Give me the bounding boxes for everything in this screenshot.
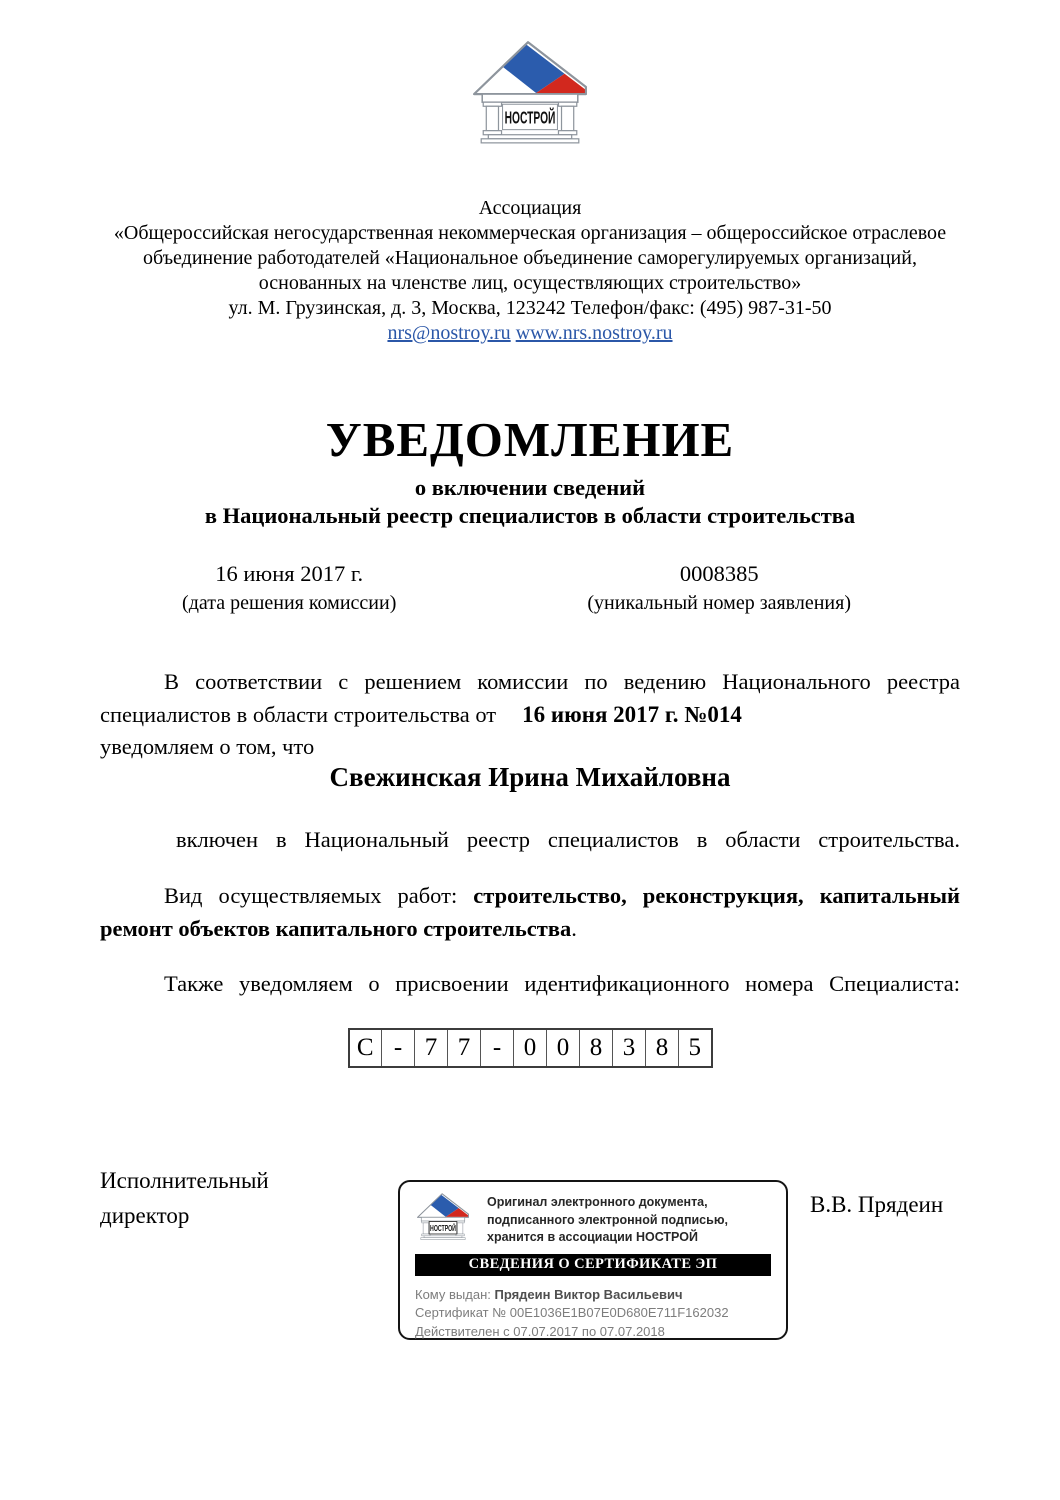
website-link[interactable]: www.nrs.nostroy.ru xyxy=(515,322,673,344)
logo-wordmark: НОСТРОЙ xyxy=(504,107,556,128)
intro-line3: уведомляем о том, что xyxy=(100,734,315,759)
stamp-certificate-number: Сертификат № 00E1036E1B07E0D680E711F162032 xyxy=(415,1305,729,1320)
signer-position: Исполнительный директор xyxy=(100,1168,269,1228)
stamp-validity: Действителен с 07.07.2017 по 07.07.2018 xyxy=(415,1323,665,1339)
work-types-line2: ремонт объектов капитального строительства. xyxy=(100,915,577,941)
org-type: Ассоциация xyxy=(478,197,582,219)
intro-line2: специалистов в области строительства от 16 июня 2017 г. №014 xyxy=(100,701,742,727)
id-cell: 7 xyxy=(448,1029,481,1067)
id-cell: 0 xyxy=(547,1029,580,1067)
org-name-line3: основанных на членстве лиц, осуществляющих строительство» xyxy=(258,272,802,294)
application-number: 0008385 xyxy=(679,561,759,586)
document-subtitle-1: о включении сведений xyxy=(414,475,646,500)
id-cell: 5 xyxy=(679,1029,712,1067)
id-cell: 7 xyxy=(415,1029,448,1067)
id-cell: 3 xyxy=(613,1029,646,1067)
stamp-certificate-header: СВЕДЕНИЯ О СЕРТИФИКАТЕ ЭП xyxy=(415,1254,771,1276)
work-types-label: Вид осуществляемых работ: xyxy=(164,883,474,908)
org-header xyxy=(0,196,1060,346)
stamp-issued-to-name: Прядеин Виктор Васильевич xyxy=(494,1286,683,1302)
document-title: УВЕДОМЛЕНИЕ xyxy=(325,412,735,467)
specialist-name: Свежинская Ирина Михайловна xyxy=(329,762,731,792)
title-block xyxy=(0,412,1060,530)
id-cell: 8 xyxy=(646,1029,679,1067)
work-types-line1: Вид осуществляемых работ: строительство, реконструкция, капитальный xyxy=(164,883,960,908)
decision-date: 16 июня 2017 г. xyxy=(215,561,364,586)
work-types-paragraph xyxy=(100,880,960,945)
nostroy-logo-icon xyxy=(469,36,591,144)
esignature-stamp xyxy=(398,1180,788,1340)
org-address: ул. М. Грузинская, д. 3, Москва, 123242 Телефон/факс: (495) 987-31-50 xyxy=(228,297,832,319)
intro-paragraph xyxy=(100,666,960,764)
id-cell: - xyxy=(481,1029,514,1067)
decision-date-number: 16 июня 2017 г. №014 xyxy=(522,701,742,727)
org-links xyxy=(387,321,672,346)
nostroy-logo-icon-small xyxy=(415,1191,471,1240)
specialist-id-wrap xyxy=(0,1028,1060,1071)
included-line: включен в Национальный реестр специалистов в области строительства. xyxy=(176,827,960,852)
stamp-certificate-info xyxy=(415,1286,771,1342)
stamp-top xyxy=(415,1191,771,1247)
email-link[interactable]: nrs@nostroy.ru xyxy=(387,322,511,344)
id-cell: С xyxy=(349,1029,382,1067)
decision-date-block xyxy=(100,560,478,616)
decision-date-caption: (дата решения комиссии) xyxy=(182,592,397,614)
application-number-block xyxy=(478,560,960,616)
meta-row xyxy=(100,560,960,616)
id-cell: 0 xyxy=(514,1029,547,1067)
id-assignment-line: Также уведомляем о присвоении идентификационного номера Специалиста: xyxy=(164,971,960,996)
nostroy-logo xyxy=(469,36,591,144)
specialist-id-row xyxy=(349,1029,712,1067)
specialist-id-table xyxy=(348,1028,713,1068)
org-name-line2: объединение работодателей «Национальное объединение саморегулируемых организаций, xyxy=(143,247,917,269)
id-cell: - xyxy=(382,1029,415,1067)
document-subtitle-2: в Национальный реестр специалистов в области строительства xyxy=(204,503,856,528)
id-cell: 8 xyxy=(580,1029,613,1067)
application-number-caption: (уникальный номер заявления) xyxy=(587,592,851,614)
intro-line1: В соответствии с решением комиссии по ведению Национального реестра xyxy=(164,669,960,694)
signer-name: В.В. Прядеин xyxy=(810,1192,944,1217)
stamp-logo-wordmark: НОСТРОЙ xyxy=(430,1223,456,1234)
org-name-line1: «Общероссийская негосударственная некоммерческая организация – общероссийское отраслевое xyxy=(113,222,947,244)
stamp-description: Оригинал электронного документа, подписанного электронной подписью, хранится в ассоциации НОСТРОЙ xyxy=(487,1195,728,1244)
stamp-issued-to: Кому выдан: Прядеин Виктор Васильевич xyxy=(415,1286,683,1302)
